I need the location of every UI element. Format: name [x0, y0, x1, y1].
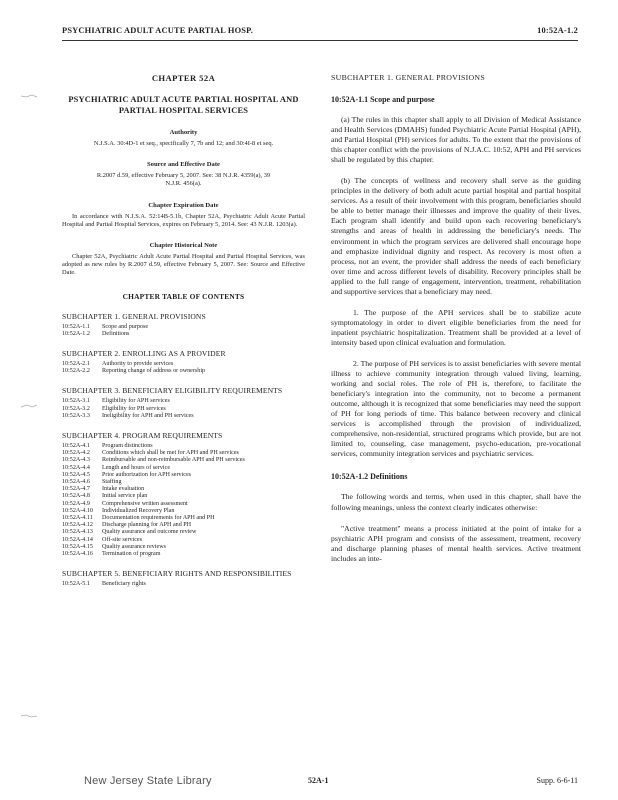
binder-mark-icon — [20, 712, 38, 720]
toc-entry-number: 10:52A-4.16 — [62, 551, 93, 558]
toc-entry-title: Eligibility for PH services — [102, 405, 166, 412]
toc-entry-title: Termination of program — [102, 551, 161, 558]
paragraph-a: (a) The rules in this chapter shall apply to all Division of Medical Assistance and Health Services (DMAHS) funded Psychiatric Acute Partial Hospital (APH), and Partial Hospital (PH) services for adults. To the extent that the provisions of this chapter conflict with the provisions of N.J.A.C. 10:52, APH and PH services shall be regulated by this chapter. — [331, 115, 581, 165]
section-heading-scope: 10:52A-1.1 Scope and purpose — [331, 95, 435, 104]
toc-entry — [62, 486, 305, 493]
toc-entry-number: 10:52A-4.4 — [62, 464, 90, 471]
toc-list — [62, 361, 305, 375]
toc-subchapter-title: SUBCHAPTER 3. BENEFICIARY ELIGIBILITY REQUIREMENTS — [62, 386, 283, 396]
toc-entry-title: Staffing — [102, 479, 122, 486]
toc-entry-title: Quality assurance reviews — [102, 543, 166, 550]
toc-entry-title: Individualized Recovery Plan — [102, 507, 175, 514]
toc-entry-number: 10:52A-4.15 — [62, 543, 93, 550]
expiration-heading: Chapter Expiration Date — [148, 201, 219, 209]
toc-entry — [62, 331, 305, 338]
toc-entry-title: Scope and purpose — [102, 323, 149, 330]
definitions-intro: The following words and terms, when used in this chapter, shall have the following meanings, unless the context clearly indicates otherwise: — [331, 492, 581, 512]
chapter-title: PSYCHIATRIC ADULT ACUTE PARTIAL HOSPITAL AND PARTIAL HOSPITAL SERVICES — [68, 95, 299, 115]
toc-entry-number: 10:52A-1.2 — [62, 330, 90, 337]
section-heading-definitions: 10:52A-1.2 Definitions — [331, 472, 408, 482]
toc-entry-number: 10:52A-4.7 — [62, 486, 90, 493]
binder-mark-icon — [20, 402, 38, 410]
running-header — [62, 26, 578, 40]
toc-entry — [62, 368, 305, 375]
toc-list — [62, 324, 305, 338]
source-heading: Source and Effective Date — [147, 161, 220, 169]
toc-entry-title: Reporting change of address or ownership — [102, 368, 206, 375]
toc-entry — [62, 413, 305, 420]
toc-entry-number: 10:52A-2.1 — [62, 361, 90, 368]
paragraph-b2: 2. The purpose of PH services is to assist beneficiaries with severe mental illness to achieve community integration through valued living, learning, working and social roles. The role of PH is, therefore, to facilitate the beneficiary's integration into the community, not to become a permanent outcome, although it is recognized that some beneficiaries may need the support of PH for long periods of time. This balance between recovery and clinical services is accomplished through the provision of individualized, comprehensive, non-residential, structured programs which provide, but are not limited to, counseling, case management, psycho-education, pre-vocational services, community integration services and psychiatric services. — [331, 358, 581, 459]
toc-entry-number: 10:52A-4.14 — [62, 536, 93, 543]
table-of-contents — [62, 312, 305, 589]
toc-list — [62, 581, 305, 588]
toc-entry — [62, 544, 305, 551]
toc-entry — [62, 522, 305, 529]
toc-entry-title: Documentation requirements for APH and PH — [102, 515, 215, 522]
toc-entry-title: Reimbursable and non-reimbursable APH and PH services — [102, 457, 245, 464]
source-text: R.2007 d.59, effective February 5, 2007. See: 38 N.J.R. 4359(a), 39 N.J.R. 456(a). — [96, 172, 271, 188]
chapter-number: CHAPTER 52A — [151, 73, 216, 83]
toc-subchapter-title: SUBCHAPTER 5. BENEFICIARY RIGHTS AND RESPONSIBILITIES — [62, 569, 292, 579]
toc-list — [62, 443, 305, 558]
toc-subchapter-title: SUBCHAPTER 1. GENERAL PROVISIONS — [62, 311, 206, 321]
toc-entry-number: 10:52A-4.12 — [62, 522, 93, 529]
library-stamp: New Jersey State Library — [84, 775, 212, 787]
subchapter-heading: SUBCHAPTER 1. GENERAL PROVISIONS — [331, 73, 486, 82]
toc-subchapter-title: SUBCHAPTER 2. ENROLLING AS A PROVIDER — [62, 349, 226, 359]
toc-entry-number: 10:52A-4.9 — [62, 500, 90, 507]
left-column — [62, 68, 305, 589]
toc-entry — [62, 472, 305, 479]
history-text: Chapter 52A, Psychiatric Adult Acute Partial Hospital and Partial Hospital Services, was adopted as new rules by R.2007 d.59, effective February 5, 2007. See: Source and Effective Date. — [62, 253, 305, 277]
toc-entry-number: 10:52A-4.5 — [62, 471, 90, 478]
toc-entry — [62, 324, 305, 331]
history-heading: Chapter Historical Note — [149, 242, 218, 250]
toc-entry — [62, 457, 305, 464]
toc-entry-title: Initial service plan — [102, 493, 148, 500]
toc-entry — [62, 501, 305, 508]
page-number: 52A-1 — [308, 776, 329, 785]
toc-entry — [62, 529, 305, 536]
toc-entry — [62, 398, 305, 405]
toc-entry-number: 10:52A-5.1 — [62, 581, 90, 588]
toc-entry-title: Conditions which shall be met for APH and PH services — [102, 450, 239, 457]
toc-entry-title: Definitions — [102, 330, 130, 337]
toc-entry-title: Program distinctions — [102, 443, 153, 450]
toc-entry-title: Authority to provide services — [102, 361, 174, 368]
authority-text: N.J.S.A. 30:4D-1 et seq., specifically 7, 7b and 12; and 30:4I-8 et seq. — [93, 140, 274, 147]
toc-entry-title: Intake evaluation — [102, 486, 145, 493]
supplement-date: Supp. 6-6-11 — [536, 776, 578, 785]
toc-entry-number: 10:52A-1.1 — [62, 323, 90, 330]
toc-entry-number: 10:52A-4.3 — [62, 457, 90, 464]
binder-mark-icon — [20, 92, 38, 100]
toc-entry — [62, 406, 305, 413]
toc-entry-title: Prior authorization for APH services — [102, 471, 192, 478]
toc-entry-title: Ineligibility for APH and PH services — [102, 412, 194, 419]
expiration-text: In accordance with N.J.S.A. 52:14B-5.1b, Chapter 52A, Psychiatric Adult Acute Partial Hospital and Partial Hospital Services, expires on February 5, 2014. See: 43 N.J.R. 1203(a). — [62, 212, 305, 228]
toc-entry-number: 10:52A-2.2 — [62, 368, 90, 375]
toc-entry-number: 10:52A-4.8 — [62, 493, 90, 500]
toc-entry-title: Length and hours of service — [102, 464, 171, 471]
toc-entry-title: Beneficiary rights — [102, 581, 146, 588]
toc-entry-title: Quality assurance and outcome review — [102, 529, 197, 536]
toc-entry — [62, 508, 305, 515]
paragraph-b1: 1. The purpose of the APH services shall be to stabilize acute symptomatology in order to divert eligible beneficiaries from the need for inpatient psychiatric hospitalization. Treatment shall be provided at a level of intensity based upon clinical evaluation and formulation. — [331, 307, 581, 347]
toc-entry-title: Comprehensive written assessment — [102, 500, 188, 507]
toc-entry — [62, 581, 305, 588]
toc-entry-number: 10:52A-4.2 — [62, 450, 90, 457]
toc-list — [62, 398, 305, 420]
toc-entry-title: Discharge planning for APH and PH — [102, 522, 192, 529]
toc-entry — [62, 479, 305, 486]
toc-entry-title: Off-site services — [102, 536, 142, 543]
toc-entry-title: Eligibility for APH services — [102, 398, 170, 405]
definition-active-treatment: "Active treatment" means a process initiated at the point of intake for a psychiatric APH program and consists of the assessment, treatment, recovery and discharge planning phases of mental health services. Active treatment includes an inte- — [331, 523, 581, 563]
toc-entry-number: 10:52A-3.1 — [62, 398, 90, 405]
toc-entry-number: 10:52A-4.1 — [62, 443, 90, 450]
page-footer — [84, 775, 578, 791]
toc-entry-number: 10:52A-3.2 — [62, 405, 90, 412]
right-column — [331, 68, 581, 564]
header-rule — [62, 40, 578, 41]
toc-entry — [62, 465, 305, 472]
header-title: PSYCHIATRIC ADULT ACUTE PARTIAL HOSP. — [62, 26, 254, 35]
toc-entry-number: 10:52A-4.6 — [62, 479, 90, 486]
toc-subchapter-title: SUBCHAPTER 4. PROGRAM REQUIREMENTS — [62, 431, 223, 441]
toc-entry-number: 10:52A-4.13 — [62, 529, 93, 536]
toc-entry-number: 10:52A-4.10 — [62, 507, 93, 514]
authority-heading: Authority — [169, 129, 198, 136]
paragraph-b: (b) The concepts of wellness and recovery shall serve as the guiding principles in the delivery of both adult acute partial hospital and partial hospital services. As a result of their involvement with this program, beneficiaries should be able to better manage their illnesses and improve the quality of their lives. Each program shall identify and build upon each recovering beneficiary's strengths and areas of health in addressing the beneficiary's needs. The environment in which the program services are delivered shall encourage hope and emphasize individual dignity and respect. As recovery is most often a process, not an event, the provider shall address the needs of each beneficiary over time and across different levels of disability. Recovery principles shall be applied to the full range of engagement, intervention, treatment, rehabilitation and supportive services that a beneficiary may need. — [331, 176, 581, 296]
header-section-number: 10:52A-1.2 — [537, 26, 578, 35]
toc-entry-number: 10:52A-4.11 — [62, 515, 93, 522]
toc-entry-number: 10:52A-3.3 — [62, 412, 90, 419]
toc-entry — [62, 450, 305, 457]
toc-entry — [62, 493, 305, 500]
toc-entry — [62, 551, 305, 558]
toc-entry — [62, 537, 305, 544]
toc-heading: CHAPTER TABLE OF CONTENTS — [122, 291, 245, 301]
